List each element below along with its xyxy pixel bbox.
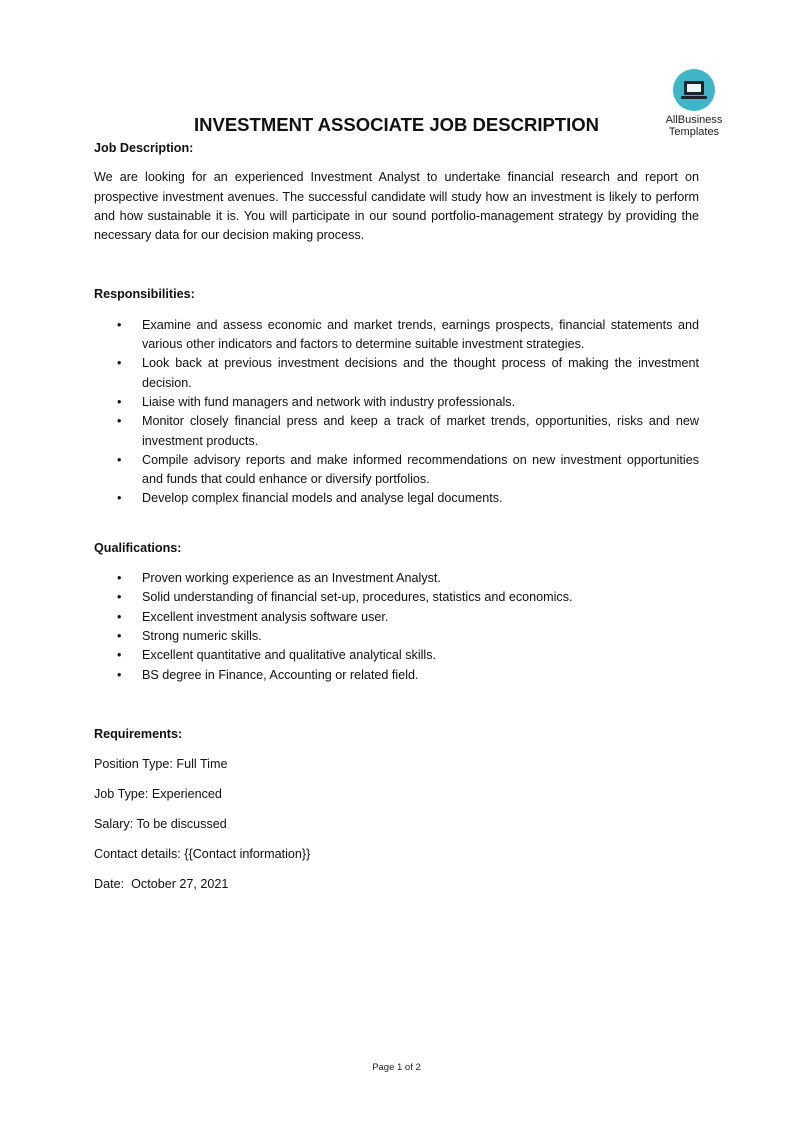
qualifications-list: [94, 569, 699, 685]
bullet-icon: •: [117, 571, 122, 586]
document-body: [94, 139, 699, 894]
bullet-icon: •: [117, 491, 122, 506]
contact-details: Contact details: {{Contact information}}: [94, 846, 311, 861]
bullet-icon: •: [117, 590, 122, 605]
page-number: Page 1 of 2: [372, 1062, 421, 1073]
bullet-icon: •: [117, 452, 122, 467]
list-item: • Examine and assess economic and market trends, earnings prospects, financial statements and various other indicators and factors to determine suitable investment strategies.: [117, 317, 699, 352]
list-item: • Solid understanding of financial set-up, procedures, statistics and economics.: [94, 588, 699, 607]
bullet-icon: •: [117, 609, 122, 624]
requirements-heading: Requirements:: [94, 726, 183, 741]
qualifications-heading: Qualifications:: [94, 540, 182, 555]
bullet-icon: •: [117, 628, 122, 643]
position-type: Position Type: Full Time: [94, 756, 228, 771]
list-item: • Liaise with fund managers and network with industry professionals.: [94, 393, 699, 412]
list-item: • Look back at previous investment decisions and the thought process of making the investment decision.: [117, 356, 699, 390]
list-item: • Develop complex financial models and analyse legal documents.: [94, 489, 699, 508]
bullet-icon: •: [117, 667, 122, 682]
responsibilities-list: [94, 316, 699, 509]
date: Date: October 27, 2021: [94, 876, 229, 891]
bullet-icon: •: [117, 648, 122, 663]
bullet-icon: •: [117, 414, 122, 429]
list-item: • Monitor closely financial press and keep a track of market trends, opportunities, risks and new investment products.: [117, 414, 699, 448]
logo-line1: AllBusiness: [665, 114, 723, 126]
job-description-text: We are looking for an experienced Investment Analyst to undertake financial research and report on prospective investment avenues. The successful candidate will study how an investment is likely to perform and how sustainable it is. You will participate in our sound portfolio-management strategy by providing the necessary data for our decision making process.: [94, 170, 699, 243]
bullet-icon: •: [117, 394, 122, 409]
laptop-icon: [673, 69, 715, 111]
bullet-icon: •: [117, 317, 122, 332]
responsibilities-heading: Responsibilities:: [94, 287, 195, 302]
document-title: INVESTMENT ASSOCIATE JOB DESCRIPTION: [194, 114, 599, 135]
list-item: • Proven working experience as an Investment Analyst.: [94, 569, 699, 588]
logo-line2: Templates: [668, 126, 720, 138]
salary: Salary: To be discussed: [94, 816, 227, 831]
list-item: • Compile advisory reports and make informed recommendations on new investment opportunities and funds that could enhance or diversify portfolios.: [117, 452, 699, 487]
list-item: • BS degree in Finance, Accounting or related field.: [94, 666, 699, 685]
list-item: • Strong numeric skills.: [94, 627, 699, 646]
list-item: • Excellent investment analysis software user.: [94, 608, 699, 627]
bullet-icon: •: [117, 356, 122, 371]
list-item: • Excellent quantitative and qualitative analytical skills.: [94, 646, 699, 665]
job-description-heading: Job Description:: [94, 141, 194, 155]
job-type: Job Type: Experienced: [94, 786, 222, 801]
